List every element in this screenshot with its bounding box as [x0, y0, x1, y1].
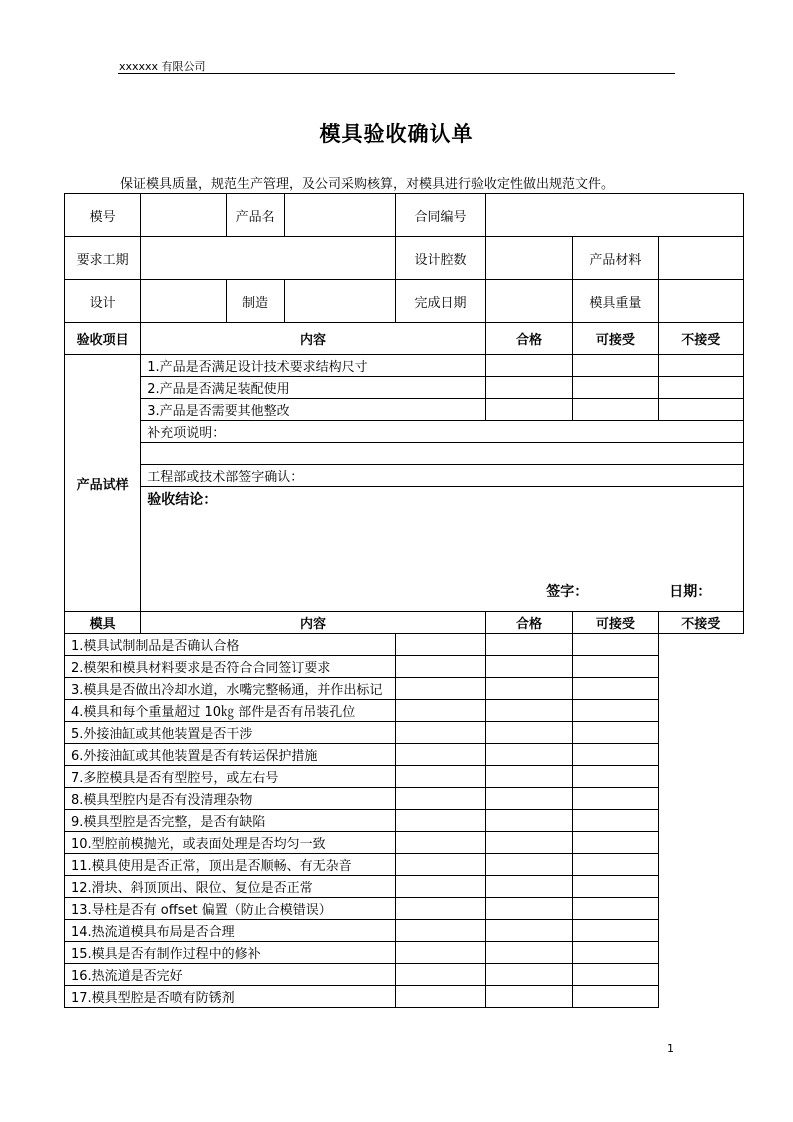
info-row-1	[65, 194, 744, 237]
pass-cell[interactable]	[396, 766, 485, 788]
mold-item: 14.热流道模具布局是否合理	[65, 920, 396, 942]
acceptable-cell[interactable]	[573, 355, 658, 377]
mold-item: 2.模架和模具材料要求是否符合合同签订要求	[65, 656, 396, 678]
product-trial-item: 2.产品是否满足装配使用	[141, 377, 486, 399]
not-acceptable-cell[interactable]	[573, 832, 658, 854]
design-label: 设计	[65, 280, 141, 323]
not-acceptable-cell[interactable]	[573, 942, 658, 964]
product-material-label: 产品材料	[573, 237, 658, 280]
mold-section-label: 模具	[65, 612, 141, 634]
completion-date-value[interactable]	[485, 280, 572, 323]
mold-item-row	[65, 832, 744, 854]
acceptable-cell[interactable]	[485, 788, 572, 810]
not-acceptable-cell[interactable]	[573, 656, 658, 678]
acceptable-cell[interactable]	[573, 399, 658, 421]
not-acceptable-cell[interactable]	[573, 964, 658, 986]
acceptable-cell[interactable]	[485, 942, 572, 964]
mold-weight-label: 模具重量	[573, 280, 658, 323]
conclusion-cell[interactable]	[141, 487, 744, 612]
acceptable-column-header: 可接受	[573, 323, 658, 355]
not-acceptable-cell[interactable]	[573, 700, 658, 722]
mold-item: 11.模具使用是否正常，顶出是否顺畅、有无杂音	[65, 854, 396, 876]
mold-item-row	[65, 876, 744, 898]
acceptable-cell[interactable]	[485, 898, 572, 920]
mold-content-header: 内容	[141, 612, 486, 634]
acceptable-cell[interactable]	[485, 854, 572, 876]
signature-label: 签字：	[546, 584, 589, 600]
acceptable-cell[interactable]	[485, 876, 572, 898]
design-cavity-value[interactable]	[485, 237, 572, 280]
acceptable-cell[interactable]	[485, 656, 572, 678]
mold-item-row	[65, 942, 744, 964]
mold-no-label: 模号	[65, 194, 141, 237]
acceptable-cell[interactable]	[485, 920, 572, 942]
mold-item-row	[65, 744, 744, 766]
intro-text: 保证模具质量，规范生产管理，及公司采购核算，对模具进行验收定性做出规范文件。	[120, 177, 615, 192]
required-period-value[interactable]	[141, 237, 396, 280]
contract-no-value[interactable]	[485, 194, 743, 237]
pass-cell[interactable]	[396, 832, 485, 854]
design-value[interactable]	[141, 280, 226, 323]
mold-acceptable-header: 可接受	[573, 612, 658, 634]
not-acceptable-cell[interactable]	[573, 898, 658, 920]
product-trial-row	[65, 377, 744, 399]
mold-item: 8.模具型腔内是否有没清理杂物	[65, 788, 396, 810]
info-row-2	[65, 237, 744, 280]
mold-weight-value[interactable]	[658, 280, 743, 323]
pass-cell[interactable]	[396, 920, 485, 942]
product-trial-row	[65, 355, 744, 377]
page-number: 1	[667, 1042, 674, 1055]
not-acceptable-cell[interactable]	[658, 355, 743, 377]
pass-cell[interactable]	[396, 744, 485, 766]
acceptable-cell[interactable]	[485, 810, 572, 832]
pass-cell[interactable]	[485, 399, 572, 421]
not-acceptable-cell[interactable]	[658, 399, 743, 421]
not-acceptable-cell[interactable]	[573, 634, 658, 656]
supplement-label[interactable]: 补充项说明：	[141, 421, 744, 443]
mold-item: 17.模具型腔是否喷有防锈剂	[65, 986, 396, 1008]
date-label: 日期：	[669, 584, 712, 600]
acceptable-cell[interactable]	[573, 377, 658, 399]
acceptable-cell[interactable]	[485, 964, 572, 986]
mold-item-row	[65, 854, 744, 876]
mold-item: 15.模具是否有制作过程中的修补	[65, 942, 396, 964]
pass-cell[interactable]	[396, 876, 485, 898]
header-divider	[118, 73, 675, 74]
contract-no-label: 合同编号	[396, 194, 485, 237]
mold-item-row	[65, 656, 744, 678]
content-column-header: 内容	[141, 323, 486, 355]
acceptable-cell[interactable]	[485, 766, 572, 788]
supplement-row	[65, 421, 744, 443]
product-trial-item: 1.产品是否满足设计技术要求结构尺寸	[141, 355, 486, 377]
product-material-value[interactable]	[658, 237, 743, 280]
acceptable-cell[interactable]	[485, 634, 572, 656]
conclusion-label: 验收结论：	[147, 492, 218, 508]
pass-cell[interactable]	[396, 656, 485, 678]
supplement-blank-row	[65, 443, 744, 465]
not-acceptable-cell[interactable]	[573, 678, 658, 700]
pass-cell[interactable]	[396, 700, 485, 722]
mold-item: 5.外接油缸或其他装置是否干涉	[65, 722, 396, 744]
page-title: 模具验收确认单	[319, 121, 474, 146]
not-acceptable-cell[interactable]	[573, 788, 658, 810]
acceptable-cell[interactable]	[485, 700, 572, 722]
product-trial-item: 3.产品是否需要其他整改	[141, 399, 486, 421]
mold-item-row	[65, 986, 744, 1008]
pass-cell[interactable]	[396, 898, 485, 920]
not-acceptable-cell[interactable]	[573, 876, 658, 898]
info-row-3	[65, 280, 744, 323]
not-acceptable-column-header: 不接受	[658, 323, 743, 355]
not-acceptable-cell[interactable]	[573, 854, 658, 876]
mold-pass-header: 合格	[485, 612, 572, 634]
acceptance-form-table	[64, 193, 744, 1008]
conclusion-row	[65, 487, 744, 612]
pass-cell[interactable]	[396, 810, 485, 832]
product-name-label: 产品名	[226, 194, 284, 237]
pass-cell[interactable]	[396, 678, 485, 700]
manufacture-label: 制造	[226, 280, 284, 323]
pass-cell[interactable]	[396, 964, 485, 986]
mold-item-row	[65, 898, 744, 920]
not-acceptable-cell[interactable]	[573, 920, 658, 942]
mold-items	[65, 634, 744, 1008]
mold-item-row	[65, 634, 744, 656]
acceptable-cell[interactable]	[485, 986, 572, 1008]
column-header-row	[65, 323, 744, 355]
acceptable-cell[interactable]	[485, 722, 572, 744]
acceptable-cell[interactable]	[485, 678, 572, 700]
pass-cell[interactable]	[396, 854, 485, 876]
not-acceptable-cell[interactable]	[573, 744, 658, 766]
mold-item-row	[65, 700, 744, 722]
product-trial-section-label: 产品试样	[65, 355, 141, 612]
mold-not-acceptable-header: 不接受	[658, 612, 743, 634]
pass-cell[interactable]	[485, 355, 572, 377]
engineering-sign-row	[65, 465, 744, 487]
pass-cell[interactable]	[485, 377, 572, 399]
pass-cell[interactable]	[396, 634, 485, 656]
company-name: xxxxxx 有限公司	[119, 60, 206, 73]
engineering-sign-label[interactable]: 工程部或技术部签字确认：	[141, 465, 744, 487]
mold-item: 1.模具试制制品是否确认合格	[65, 634, 396, 656]
mold-item-row	[65, 678, 744, 700]
acceptable-cell[interactable]	[485, 832, 572, 854]
mold-header-row	[65, 612, 744, 634]
pass-cell[interactable]	[396, 986, 485, 1008]
pass-column-header: 合格	[485, 323, 572, 355]
pass-cell[interactable]	[396, 788, 485, 810]
mold-item: 9.模具型腔是否完整，是否有缺陷	[65, 810, 396, 832]
completion-date-label: 完成日期	[396, 280, 485, 323]
not-acceptable-cell[interactable]	[573, 722, 658, 744]
not-acceptable-cell[interactable]	[573, 810, 658, 832]
not-acceptable-cell[interactable]	[573, 986, 658, 1008]
mold-item-row	[65, 964, 744, 986]
manufacture-value[interactable]	[284, 280, 396, 323]
mold-item-row	[65, 920, 744, 942]
mold-item: 7.多腔模具是否有型腔号，或左右号	[65, 766, 396, 788]
mold-item: 10.型腔前模抛光，或表面处理是否均匀一致	[65, 832, 396, 854]
supplement-blank-cell[interactable]	[141, 443, 744, 465]
mold-item-row	[65, 722, 744, 744]
product-name-value[interactable]	[284, 194, 396, 237]
mold-item: 4.模具和每个重量超过 10㎏ 部件是否有吊装孔位	[65, 700, 396, 722]
mold-item: 12.滑块、斜顶顶出、限位、复位是否正常	[65, 876, 396, 898]
mold-item-row	[65, 788, 744, 810]
mold-item: 6.外接油缸或其他装置是否有转运保护措施	[65, 744, 396, 766]
mold-item-row	[65, 810, 744, 832]
mold-no-value[interactable]	[141, 194, 226, 237]
mold-item: 16.热流道是否完好	[65, 964, 396, 986]
required-period-label: 要求工期	[65, 237, 141, 280]
pass-cell[interactable]	[396, 722, 485, 744]
pass-cell[interactable]	[396, 942, 485, 964]
mold-item: 3.模具是否做出冷却水道，水嘴完整畅通，并作出标记	[65, 678, 396, 700]
not-acceptable-cell[interactable]	[658, 377, 743, 399]
mold-item: 13.导柱是否有 offset 偏置（防止合模错误）	[65, 898, 396, 920]
acceptable-cell[interactable]	[485, 744, 572, 766]
design-cavity-label: 设计腔数	[396, 237, 485, 280]
product-trial-row	[65, 399, 744, 421]
mold-item-row	[65, 766, 744, 788]
item-column-header: 验收项目	[65, 323, 141, 355]
not-acceptable-cell[interactable]	[573, 766, 658, 788]
